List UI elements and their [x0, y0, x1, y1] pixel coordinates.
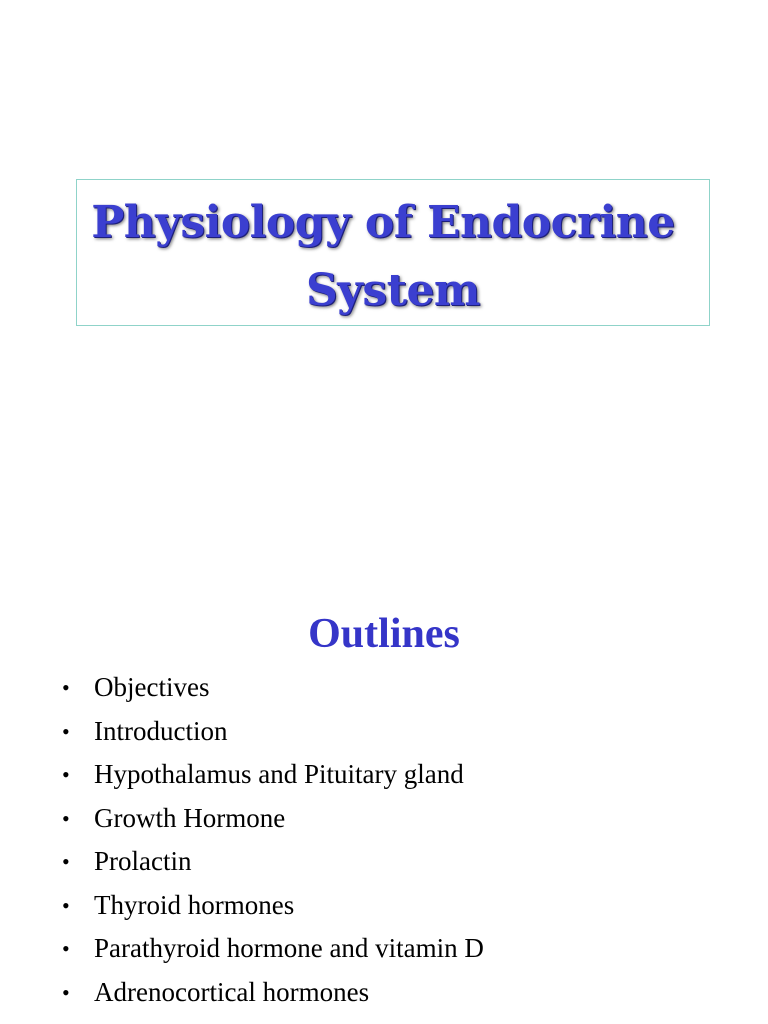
list-item-text: Introduction: [94, 715, 228, 746]
list-item-text: Parathyroid hormone and vitamin D: [94, 933, 484, 963]
bullet-icon: •: [62, 892, 70, 918]
bullet-icon: •: [62, 936, 70, 961]
list-item-text: Thyroid hormones: [94, 889, 295, 920]
bullet-icon: •: [62, 979, 70, 1005]
outline-list: [62, 666, 484, 1014]
list-item: [62, 840, 484, 884]
bullet-icon: •: [62, 675, 70, 700]
title-line-2: System: [306, 265, 480, 316]
list-item: [62, 666, 484, 710]
list-item-text: Growth Hormone: [94, 802, 286, 833]
list-item: [62, 884, 484, 928]
title-text-box: [76, 179, 710, 326]
bullet-icon: •: [62, 762, 70, 787]
list-item: [62, 927, 484, 971]
outlines-heading: Outlines: [308, 611, 460, 657]
list-item-text: Hypothalamus and Pituitary gland: [94, 759, 464, 789]
list-item-text: Adrenocortical hormones: [94, 976, 370, 1007]
list-item-text: Objectives: [94, 672, 210, 702]
list-item: [62, 753, 484, 797]
list-item-text: Prolactin: [94, 846, 192, 876]
list-item: [62, 971, 484, 1015]
list-item: [62, 797, 484, 841]
title-line-1: Physiology of Endocrine: [91, 197, 675, 248]
bullet-icon: •: [62, 849, 70, 874]
list-item: [62, 710, 484, 754]
bullet-icon: •: [62, 718, 70, 744]
bullet-icon: •: [62, 805, 70, 831]
